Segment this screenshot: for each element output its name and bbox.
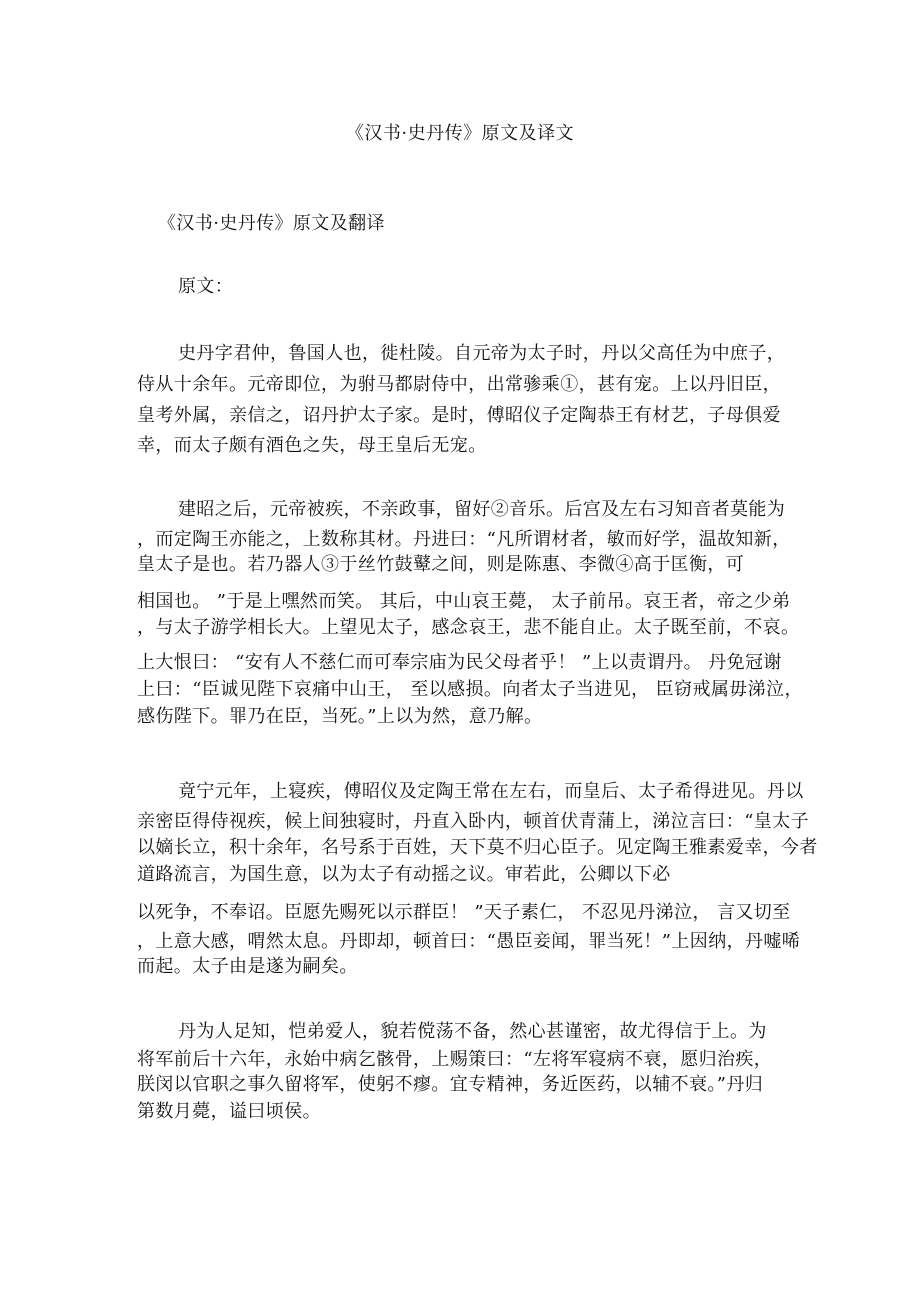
subtitle: 《汉书·史丹传》原文及翻译 <box>158 213 385 234</box>
text-line: 幸，而太子颇有酒色之失，母王皇后无宠。 <box>137 435 487 456</box>
text-line: 竟宁元年，上寝疾，傅昭仪及定陶王常在左右，而皇后、太子希得进见。丹以 <box>178 781 804 802</box>
text-line: 相国也。 ”于是上嘿然而笑。 其后，中山哀王薨， 太子前吊。哀王者，帝之少弟 <box>137 591 791 612</box>
text-line: 皇考外属，亲信之，诏丹护太子家。是时，傅昭仪子定陶恭王有材艺，子母俱爱 <box>137 405 781 426</box>
text-line: 皇太子是也。若乃器人③于丝竹鼓鼙之间，则是陈惠、李微④高于匡衡，可 <box>137 554 745 575</box>
text-line: 以嫡长立，积十余年，名号系于百姓，天下莫不归心臣子。见定陶王雅素爱幸，今者 <box>137 837 818 858</box>
text-line: ，而定陶王亦能之，上数称其材。丹进曰：“凡所谓材者，敏而好学，温故知新， <box>137 529 791 550</box>
text-line: 感伤陛下。罪乃在臣，当死。”上以为然，意乃解。 <box>137 706 543 727</box>
text-line: 上曰：“臣诚见陛下哀痛中山王， 至以感损。向者太子当进见， 臣窃戒属毋涕泣， <box>137 679 803 700</box>
text-line: 第数月薨，谥曰顷侯。 <box>137 1101 321 1122</box>
text-line: 建昭之后，元帝被疾，不亲政事，留好②音乐。后宫及左右习知音者莫能为 <box>178 499 786 520</box>
text-line: 侍从十余年。元帝即位，为驸马都尉侍中，出常骖乘①，甚有宠。上以丹旧臣， <box>137 374 781 395</box>
text-line: 以死争，不奉诏。臣愿先赐死以示群臣！ ”天子素仁， 不忍见丹涕泣， 言又切至 <box>137 902 791 923</box>
text-line: 亲密臣得侍视疾，候上间独寝时，丹直入卧内，顿首伏青蒲上，涕泣言曰：“皇太子 <box>137 811 809 832</box>
text-line: 而起。太子由是遂为嗣矣。 <box>137 956 358 977</box>
text-line: 将军前后十六年，永始中病乞骸骨，上赐策曰：“左将军寝病不衰，愿归治疾， <box>137 1049 773 1070</box>
text-line: 丹为人足知，恺弟爱人，貌若傥荡不备，然心甚谨密，故尤得信于上。为 <box>178 1021 767 1042</box>
text-line: 朕闵以官职之事久留将军，使躬不瘳。宜专精神，务近医药，以辅不衰。”丹归 <box>137 1074 764 1095</box>
text-line: ，与太子游学相长大。上望见太子，感念哀王，悲不能自止。太子既至前，不哀。 <box>137 617 800 638</box>
document-title: 《汉书·史丹传》原文及译文 <box>345 123 575 144</box>
text-line: 道路流言，为国生意，以为太子有动摇之议。审若此，公卿以下必 <box>137 864 671 885</box>
section-label: 原文： <box>178 276 234 297</box>
text-line: 史丹字君仲，鲁国人也，徙杜陵。自元帝为太子时，丹以父高任为中庶子， <box>178 343 786 364</box>
text-line: 上大恨曰： “安有人不慈仁而可奉宗庙为民父母者乎！ ”上以责谓丹。 丹免冠谢 <box>137 652 782 673</box>
text-line: ，上意大感，喟然太息。丹即却，顿首曰：“愚臣妾闻，罪当死！”上因纳，丹嘘唏 <box>137 931 801 952</box>
